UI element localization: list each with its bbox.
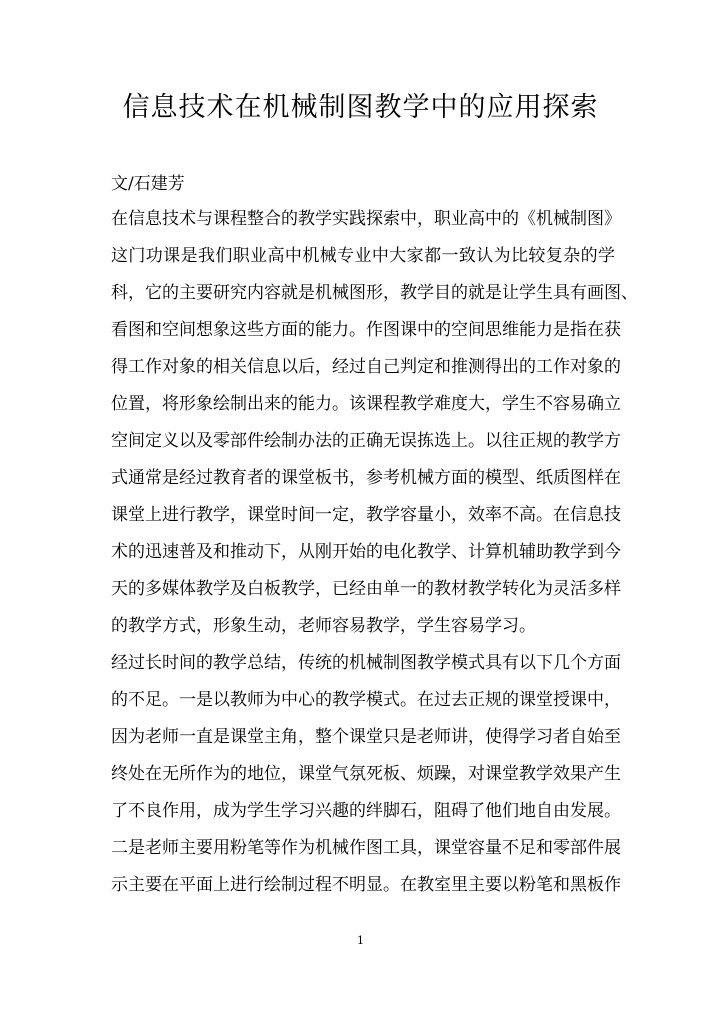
paragraph-line: 天的多媒体教学及白板教学，已经由单一的教材教学转化为灵活多样 — [111, 579, 621, 599]
paragraph-line: 经过长时间的教学总结，传统的机械制图教学模式具有以下几个方面 — [111, 653, 621, 673]
paragraph-line: 在信息技术与课程整合的教学实践探索中，职业高中的《机械制图》 — [111, 209, 621, 229]
document-title: 信息技术在机械制图教学中的应用探索 — [122, 92, 599, 123]
paragraph-line: 看图和空间想象这些方面的能力。作图课中的空间思维能力是指在获 — [111, 320, 621, 340]
page-number: 1 — [357, 934, 364, 947]
paragraph-line: 示主要在平面上进行绘制过程不明显。在教室里主要以粉笔和黑板作 — [111, 875, 621, 895]
paragraph-line: 位置，将形象绘制出来的能力。该课程教学难度大，学生不容易确立 — [111, 394, 621, 414]
paragraph-line: 因为老师一直是课堂主角，整个课堂只是老师讲，使得学习者自始至 — [111, 727, 621, 747]
paragraph-line: 空间定义以及零部件绘制办法的正确无误拣选上。以往正规的教学方 — [111, 431, 621, 451]
paragraph-line: 的教学方式，形象生动，老师容易教学，学生容易学习。 — [111, 616, 536, 636]
author-line: 文/石建芳 — [111, 174, 185, 194]
paragraph-line: 得工作对象的相关信息以后，经过自己判定和推测得出的工作对象的 — [111, 357, 621, 377]
paragraph-line: 科，它的主要研究内容就是机械图形，教学目的就是让学生具有画图、 — [111, 283, 638, 303]
paragraph-line: 终处在无所作为的地位，课堂气氛死板、烦躁，对课堂教学效果产生 — [111, 764, 621, 784]
paragraph-line: 术的迅速普及和推动下，从刚开始的电化教学、计算机辅助教学到今 — [111, 542, 621, 562]
paragraph-line: 式通常是经过教育者的课堂板书，参考机械方面的模型、纸质图样在 — [111, 468, 621, 488]
paragraph-line: 二是老师主要用粉笔等作为机械作图工具，课堂容量不足和零部件展 — [111, 838, 621, 858]
paragraph-line: 课堂上进行教学，课堂时间一定，教学容量小，效率不高。在信息技 — [111, 505, 621, 525]
paragraph-line: 这门功课是我们职业高中机械专业中大家都一致认为比较复杂的学 — [111, 246, 615, 266]
paragraph-line: 的不足。一是以教师为中心的教学模式。在过去正规的课堂授课中， — [111, 690, 621, 710]
paragraph-line: 了不良作用，成为学生学习兴趣的绊脚石，阻碍了他们地自由发展。 — [111, 801, 621, 821]
